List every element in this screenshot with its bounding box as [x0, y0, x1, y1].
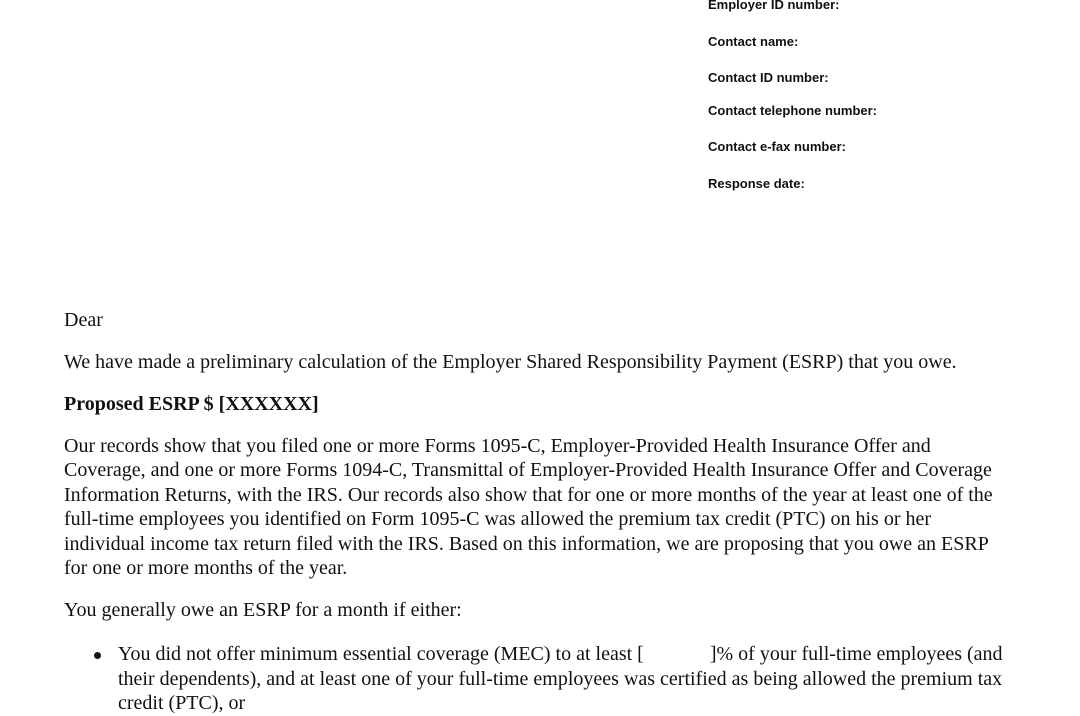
intro-paragraph: We have made a preliminary calculation of the Employer Shared Responsibility Payment (ESRP) that you owe.	[64, 350, 957, 373]
conditions-list	[64, 642, 1004, 716]
bullet-icon	[94, 652, 101, 659]
contact-telephone-label: Contact telephone number:	[708, 103, 878, 118]
employer-id-label: Employer ID number:	[708, 0, 840, 12]
salutation: Dear	[64, 309, 103, 331]
owe-intro-paragraph: You generally owe an ESRP for a month if either:	[64, 598, 462, 621]
records-paragraph: Our records show that you filed one or more Forms 1095-C, Employer-Provided Health Insurance Offer and Coverage, and one or more Forms 1094-C, Transmittal of Employer-Provided Health Insurance Offer and Coverage Information Returns, with the IRS. Our records also show that for one or more months of the year at least one of the full-time employees you identified on Form 1095-C was allowed the premium tax credit (PTC) on his or her individual income tax return filed with the IRS. Based on this information, we are proposing that you owe an ESRP for one or more months of the year.	[64, 434, 993, 579]
contact-id-label: Contact ID number:	[708, 70, 829, 85]
contact-name-label: Contact name:	[708, 34, 799, 49]
proposed-esrp-heading: Proposed ESRP $ [XXXXXX]	[64, 393, 319, 415]
bullet-text-after-blank: ]% of your full-time employees (and their dependents), and at least one of your full-time employees was certified as being allowed the premium tax credit (PTC), or	[118, 643, 1003, 714]
bullet-text-before-blank: You did not offer minimum essential coverage (MEC) to at least [	[118, 643, 644, 665]
contact-efax-label: Contact e-fax number:	[708, 139, 846, 154]
list-item	[64, 642, 1004, 716]
letter-body	[64, 308, 1004, 716]
response-date-label: Response date:	[708, 176, 805, 191]
